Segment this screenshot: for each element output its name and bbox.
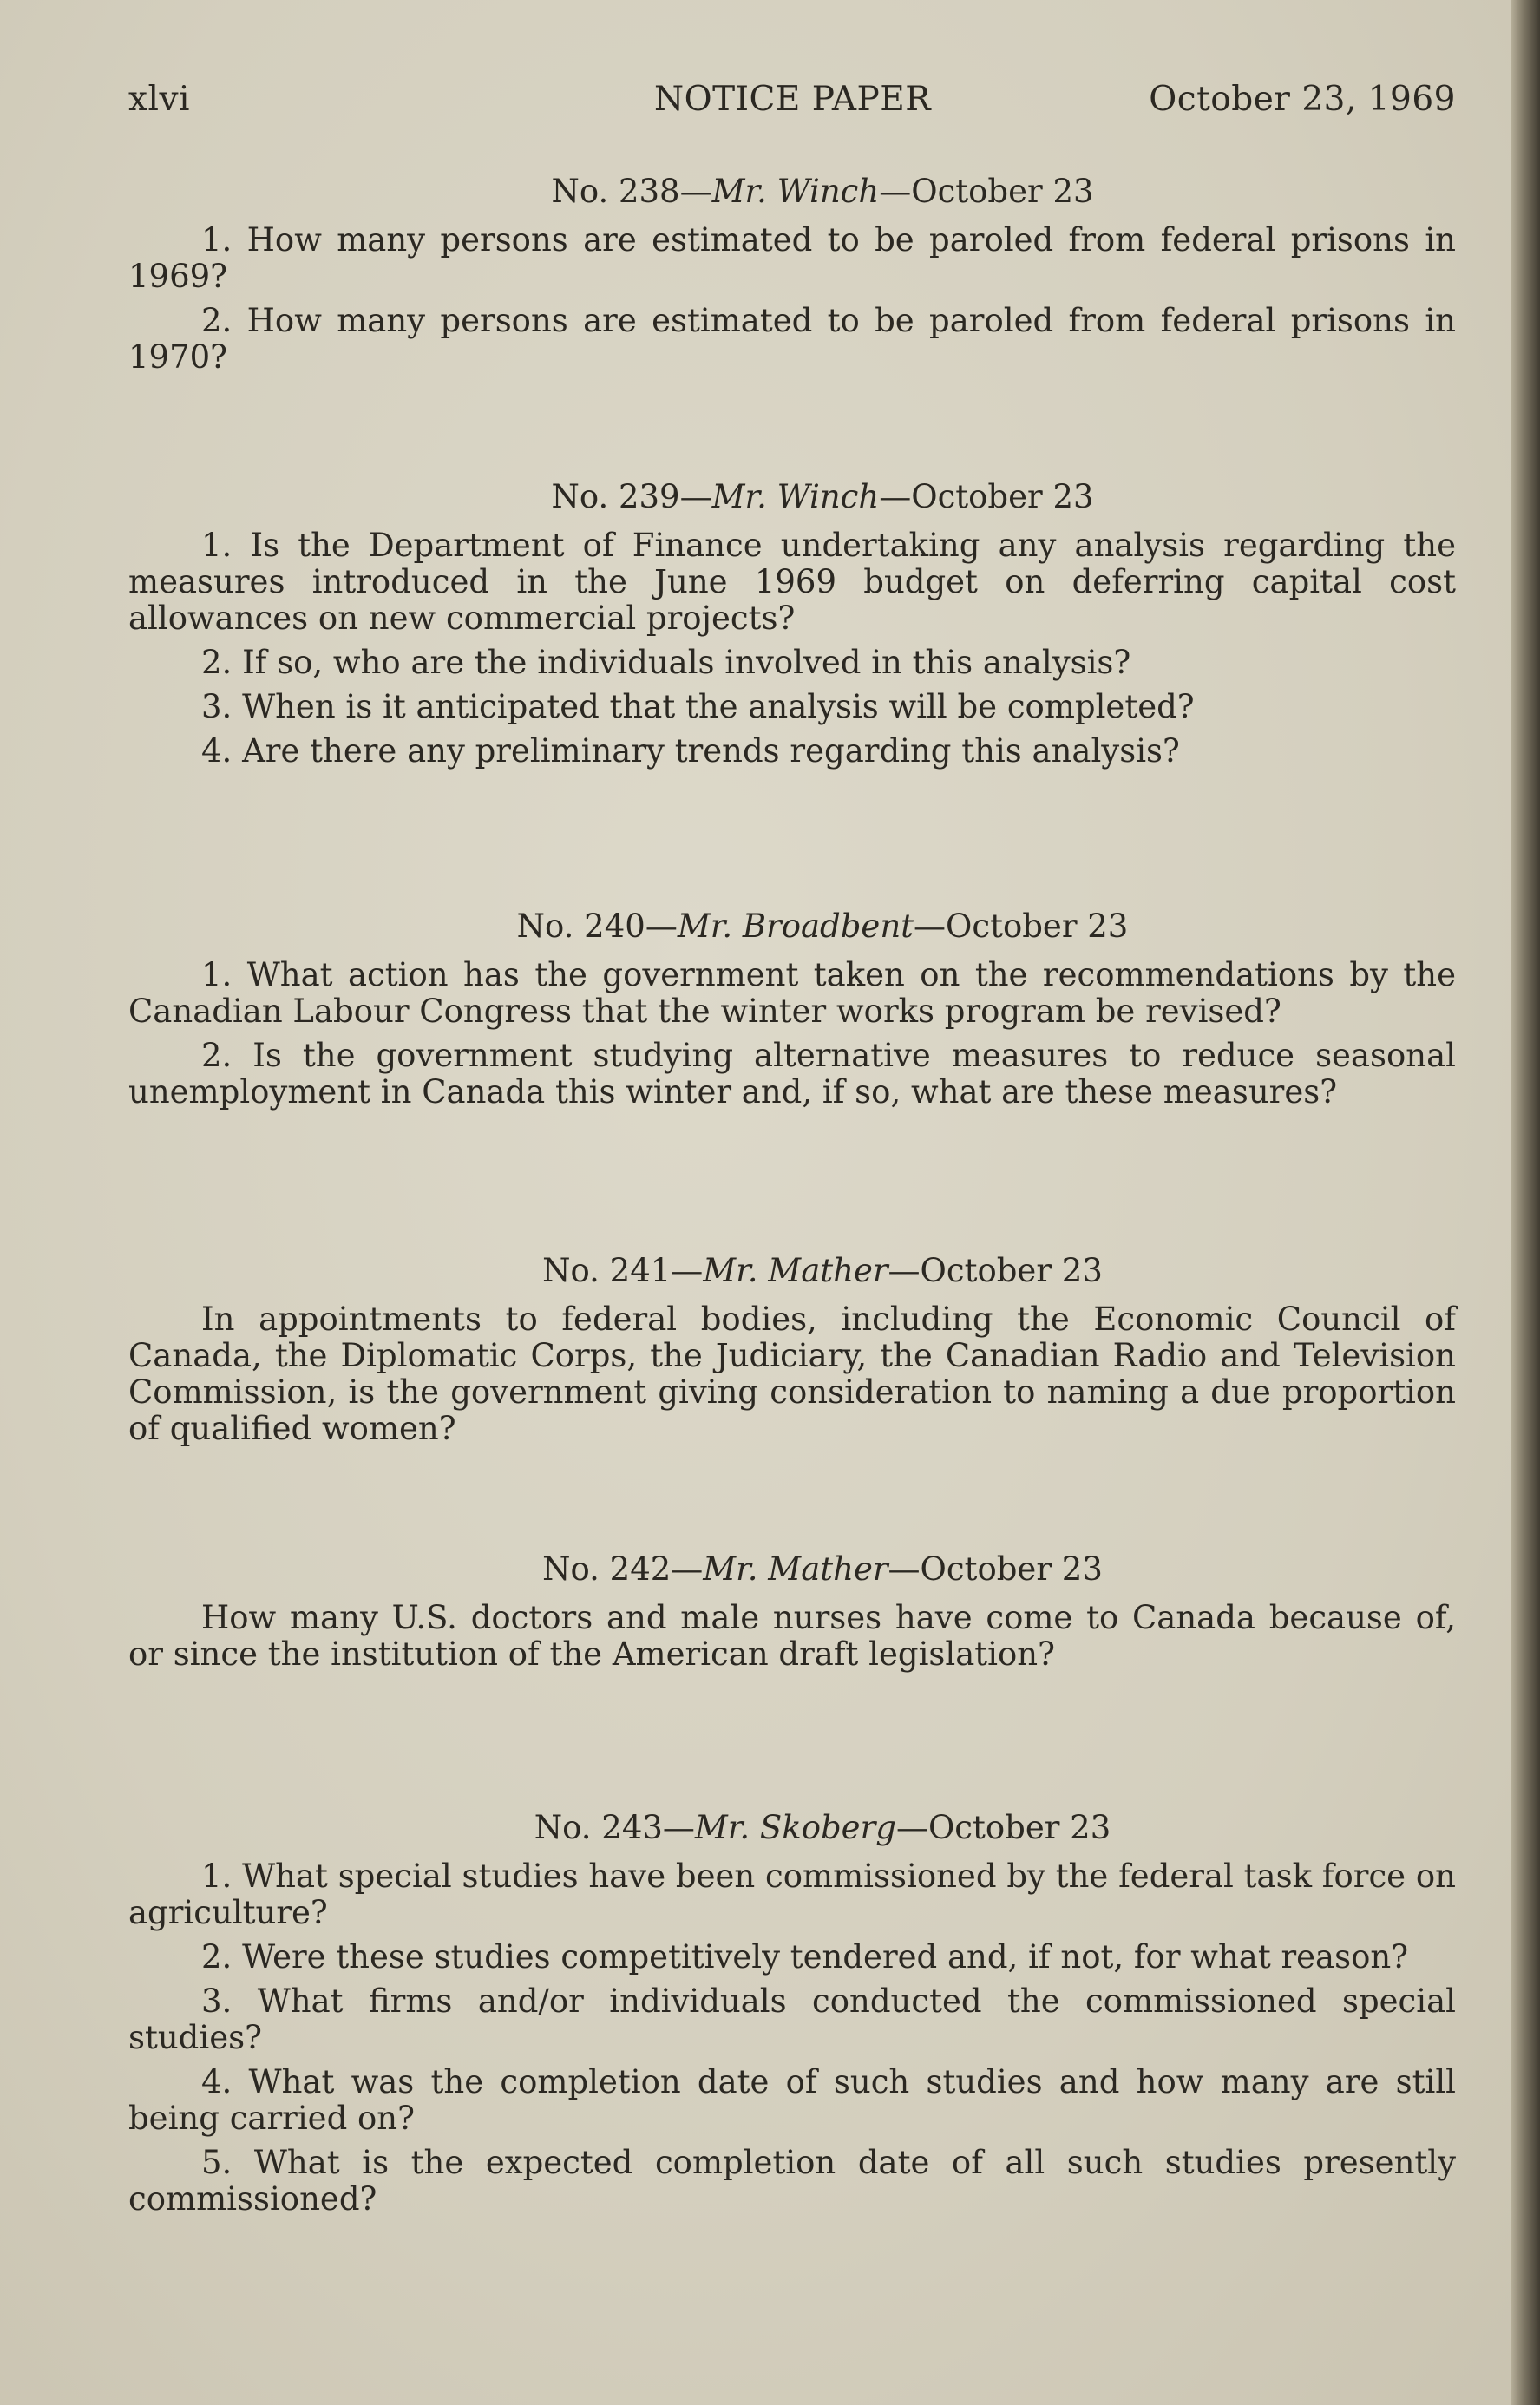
question-number: No. 238: [551, 173, 680, 210]
question-number: No. 242: [542, 1550, 672, 1588]
question-number: No. 243: [534, 1809, 663, 1846]
question-member: Mr. Winch: [711, 173, 880, 210]
question-243: [128, 1810, 1456, 2225]
question-240: [128, 908, 1456, 1118]
question-number: No. 239: [551, 478, 680, 515]
question-paragraph: 3. When is it anticipated that the analysis will be completed?: [201, 688, 1195, 725]
question-member: Mr. Broadbent: [677, 908, 914, 945]
question-paragraph: How many U.S. doctors and male nurses have come to Canada because of, or since the institution of the American draft legislation?: [128, 1599, 1456, 1673]
book-spine-shadow: [1511, 0, 1540, 2405]
question-number: No. 241: [542, 1252, 672, 1289]
question-238: [128, 174, 1456, 383]
question-paragraph: 2. How many persons are estimated to be paroled from federal prisons in 1970?: [128, 302, 1456, 376]
question-date: October 23: [927, 1809, 1111, 1846]
question-date: October 23: [911, 173, 1094, 210]
question-paragraph: 2. Is the government studying alternative measures to reduce seasonal unemployment in Canada this winter and, if so, what are these measures?: [128, 1037, 1456, 1111]
question-paragraph: 1. How many persons are estimated to be paroled from federal prisons in 1969?: [128, 221, 1456, 295]
question-paragraph: 2. If so, who are the individuals involved in this analysis?: [201, 644, 1131, 681]
question-heading: No. 241—Mr. Mather—October 23: [542, 1252, 1103, 1289]
page-number: xlvi: [128, 80, 190, 119]
question-date: October 23: [946, 908, 1129, 945]
question-member: Mr. Winch: [711, 478, 880, 515]
question-member: Mr. Skoberg: [694, 1809, 896, 1846]
question-heading: No. 242—Mr. Mather—October 23: [542, 1550, 1103, 1588]
page-header: [128, 80, 1456, 123]
question-member: Mr. Mather: [703, 1550, 888, 1588]
question-242: [128, 1551, 1456, 1681]
question-paragraph: 1. What special studies have been commissioned by the federal task force on agriculture?: [128, 1858, 1456, 1931]
question-paragraph: 3. What firms and/or individuals conducted the commissioned special studies?: [128, 1982, 1456, 2056]
question-paragraph: 1. What action has the government taken on the recommendations by the Canadian Labour Congress that the winter works program be revised?: [128, 956, 1456, 1030]
question-heading: No. 240—Mr. Broadbent—October 23: [516, 908, 1129, 945]
question-member: Mr. Mather: [703, 1252, 888, 1289]
question-241: [128, 1253, 1456, 1455]
question-number: No. 240: [516, 908, 645, 945]
question-paragraph: 5. What is the expected completion date of all such studies presently commissioned?: [128, 2144, 1456, 2218]
question-paragraph: 4. What was the completion date of such studies and how many are still being carried on?: [128, 2063, 1456, 2137]
question-paragraph: 1. Is the Department of Finance undertaking any analysis regarding the measures introduced in the June 1969 budget on deferring capital cost allowances on new commercial projects?: [128, 527, 1456, 637]
question-paragraph: 4. Are there any preliminary trends regarding this analysis?: [201, 732, 1180, 770]
question-date: October 23: [920, 1550, 1103, 1588]
question-239: [128, 479, 1456, 777]
question-date: October 23: [911, 478, 1094, 515]
question-heading: No. 238—Mr. Winch—October 23: [551, 173, 1094, 210]
question-paragraph: In appointments to federal bodies, including the Economic Council of Canada, the Diplomatic Corps, the Judiciary, the Canadian Radio and Television Commission, is the government giving consideration to naming a due proportion of qualified women?: [128, 1301, 1456, 1447]
page-title: NOTICE PAPER: [654, 80, 932, 119]
question-paragraph: 2. Were these studies competitively tendered and, if not, for what reason?: [201, 1938, 1409, 1976]
question-date: October 23: [920, 1252, 1103, 1289]
question-heading: No. 243—Mr. Skoberg—October 23: [534, 1809, 1111, 1846]
page-date: October 23, 1969: [1149, 80, 1456, 119]
question-heading: No. 239—Mr. Winch—October 23: [551, 478, 1094, 515]
